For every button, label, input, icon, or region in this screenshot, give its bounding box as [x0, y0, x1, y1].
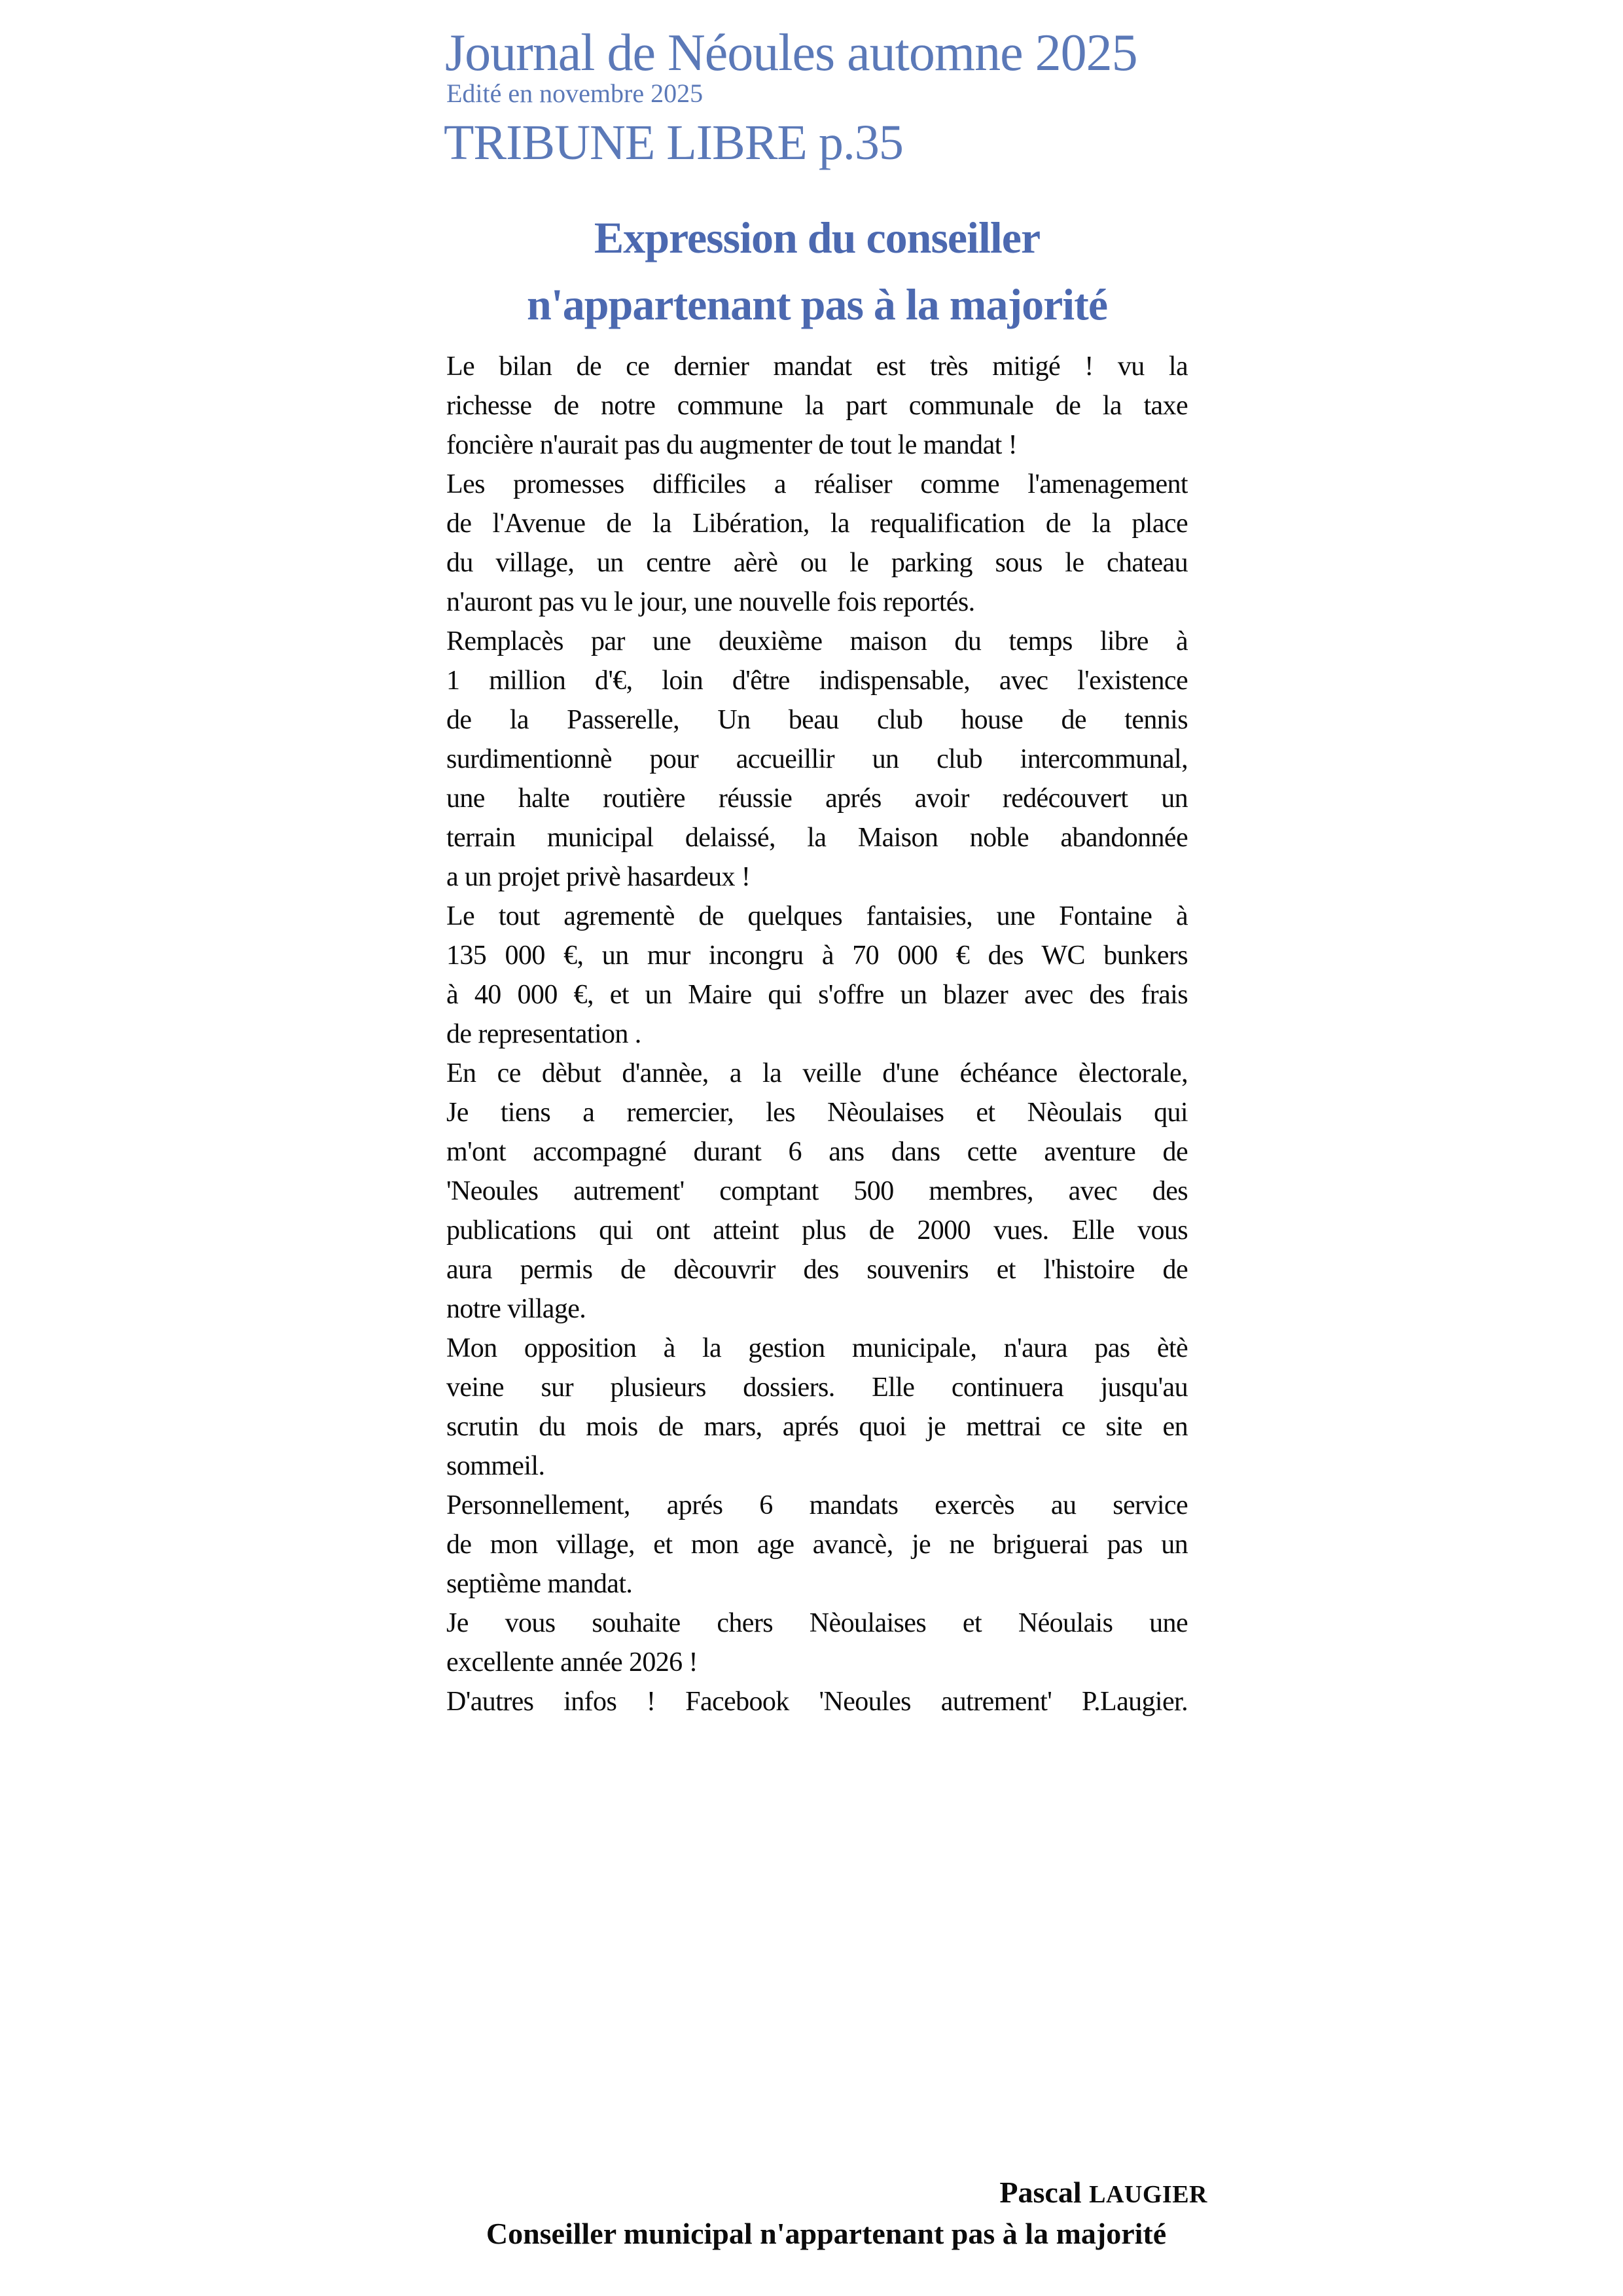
body-line: m'ont accompagné durant 6 ans dans cette aventure de	[446, 1137, 1188, 1167]
author-last-name: LAUGIER	[1089, 2181, 1207, 2208]
body-line: de representation .	[446, 1019, 641, 1049]
body-line: scrutin du mois de mars, aprés quoi je mettrai ce site en	[446, 1412, 1188, 1442]
body-line: surdimentionnè pour accueillir un club intercommunal,	[446, 744, 1188, 774]
body-line: à 40 000 €, et un Maire qui s'offre un blazer avec des frais	[446, 980, 1188, 1010]
edition-date: Edité en novembre 2025	[446, 79, 704, 108]
body-line: a un projet privè hasardeux !	[446, 862, 751, 892]
headline-line-2: n'appartenant pas à la majorité	[527, 279, 1107, 329]
journal-title: Journal de Néoules automne 2025	[445, 24, 1137, 82]
body-line: richesse de notre commune la part communale de la taxe	[446, 391, 1188, 421]
author-signature	[445, 2174, 1207, 2210]
body-line: publications qui ont atteint plus de 2000 vues. Elle vous	[446, 1215, 1188, 1246]
body-line: excellente année 2026 !	[446, 1647, 698, 1677]
body-line: 1 million d'€, loin d'être indispensable, avec l'existence	[446, 666, 1188, 696]
body-line: Mon opposition à la gestion municipale, n'aura pas ètè	[446, 1333, 1188, 1363]
body-line: septième mandat.	[446, 1569, 633, 1599]
headline-line-1: Expression du conseiller	[594, 213, 1041, 262]
article-body	[446, 347, 1188, 1721]
body-line: terrain municipal delaissé, la Maison noble abandonnée	[446, 823, 1188, 853]
body-line: veine sur plusieurs dossiers. Elle continuera jusqu'au	[446, 1372, 1188, 1403]
body-line: de l'Avenue de la Libération, la requalification de la place	[446, 509, 1188, 539]
body-line: Les promesses difficiles a réaliser comme l'amenagement	[446, 469, 1188, 499]
body-line: Le tout agrementè de quelques fantaisies, une Fontaine à	[446, 901, 1188, 931]
body-line: En ce dèbut d'annèe, a la veille d'une échéance èlectorale,	[446, 1058, 1188, 1088]
article-headline	[442, 204, 1192, 338]
body-line: notre village.	[446, 1294, 586, 1324]
body-line: foncière n'aurait pas du augmenter de tout le mandat !	[446, 430, 1017, 460]
body-line: Remplacès par une deuxième maison du temps libre à	[446, 626, 1188, 656]
body-line: du village, un centre aèrè ou le parking sous le chateau	[446, 548, 1188, 578]
body-line: de mon village, et mon age avancè, je ne briguerai pas un	[446, 1530, 1188, 1560]
body-line: Le bilan de ce dernier mandat est très mitigé ! vu la	[446, 351, 1188, 382]
body-line: Personnellement, aprés 6 mandats exercès au service	[446, 1490, 1188, 1520]
body-line: n'auront pas vu le jour, une nouvelle fois reportés.	[446, 587, 975, 617]
body-line: de la Passerelle, Un beau club house de tennis	[446, 705, 1188, 735]
body-line: une halte routière réussie aprés avoir redécouvert un	[446, 783, 1188, 814]
body-line: Je vous souhaite chers Nèoulaises et Néoulais une	[446, 1608, 1188, 1638]
body-line: 135 000 €, un mur incongru à 70 000 € des WC bunkers	[446, 941, 1188, 971]
author-role: Conseiller municipal n'appartenant pas à la majorité	[486, 2217, 1167, 2250]
section-title: TRIBUNE LIBRE p.35	[444, 115, 903, 170]
body-line: 'Neoules autrement' comptant 500 membres, avec des	[446, 1176, 1188, 1206]
body-line: sommeil.	[446, 1451, 545, 1481]
author-first-name: Pascal	[999, 2176, 1082, 2209]
body-line: aura permis de dècouvrir des souvenirs et l'histoire de	[446, 1255, 1188, 1285]
body-line: Je tiens a remercier, les Nèoulaises et Nèoulais qui	[446, 1098, 1188, 1128]
body-line: D'autres infos ! Facebook 'Neoules autrement' P.Laugier.	[446, 1687, 1188, 1717]
